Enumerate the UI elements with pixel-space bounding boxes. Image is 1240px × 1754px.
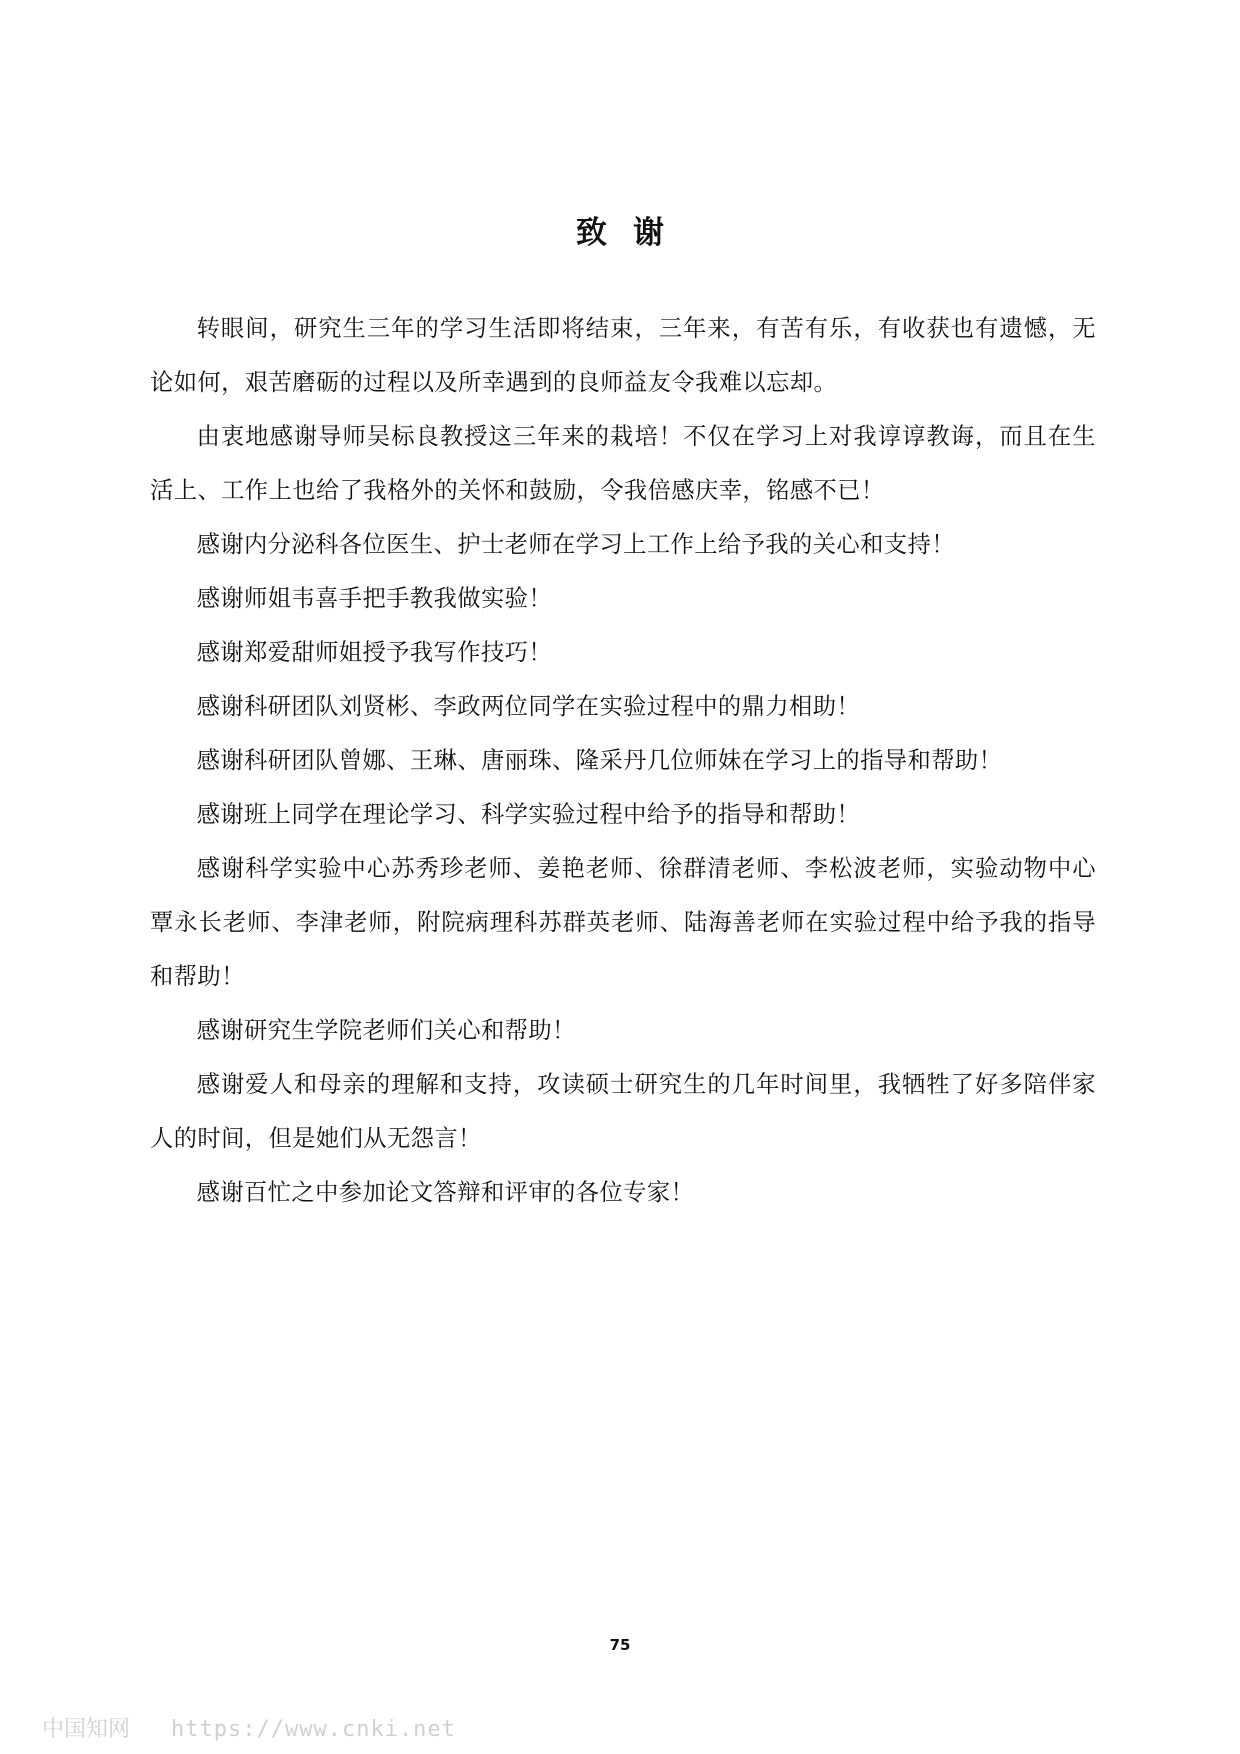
paragraph: 由衷地感谢导师吴标良教授这三年来的栽培！不仅在学习上对我谆谆教诲，而且在生活上、工作上也给了我格外的关怀和鼓励，令我倍感庆幸，铭感不已！ [150, 423, 1096, 504]
paragraph: 感谢师姐韦喜手把手教我做实验！ [196, 585, 553, 612]
page-number: 75 [609, 1636, 631, 1654]
cnki-watermark [42, 1712, 456, 1743]
watermark-url: https://www.cnki.net [171, 1717, 456, 1742]
page-title: 致谢 [576, 214, 690, 251]
paragraph: 感谢百忙之中参加论文答辩和评审的各位专家！ [196, 1179, 695, 1206]
paragraph: 转眼间，研究生三年的学习生活即将结束，三年来，有苦有乐，有收获也有遗憾，无论如何，艰苦磨砺的过程以及所幸遇到的良师益友令我难以忘却。 [150, 315, 1096, 396]
paragraph: 感谢郑爱甜师姐授予我写作技巧！ [196, 639, 553, 666]
paragraph: 感谢研究生学院老师们关心和帮助！ [196, 1017, 576, 1044]
paragraph: 感谢科研团队刘贤彬、李政两位同学在实验过程中的鼎力相助！ [196, 693, 861, 720]
paragraph: 感谢科研团队曾娜、王琳、唐丽珠、隆采丹几位师妹在学习上的指导和帮助！ [196, 747, 1003, 774]
watermark-name: 中国知网 [42, 1717, 131, 1742]
paragraph: 感谢爱人和母亲的理解和支持，攻读硕士研究生的几年时间里，我牺牲了好多陪伴家人的时间，但是她们从无怨言！ [150, 1071, 1096, 1152]
paragraph: 感谢班上同学在理论学习、科学实验过程中给予的指导和帮助！ [196, 801, 861, 828]
acknowledgement-body [150, 302, 1096, 1220]
paragraph: 感谢内分泌科各位医生、护士老师在学习上工作上给予我的关心和支持！ [196, 531, 955, 558]
paragraph: 感谢科学实验中心苏秀珍老师、姜艳老师、徐群清老师、李松波老师，实验动物中心覃永长老师、李津老师，附院病理科苏群英老师、陆海善老师在实验过程中给予我的指导和帮助！ [150, 855, 1096, 990]
